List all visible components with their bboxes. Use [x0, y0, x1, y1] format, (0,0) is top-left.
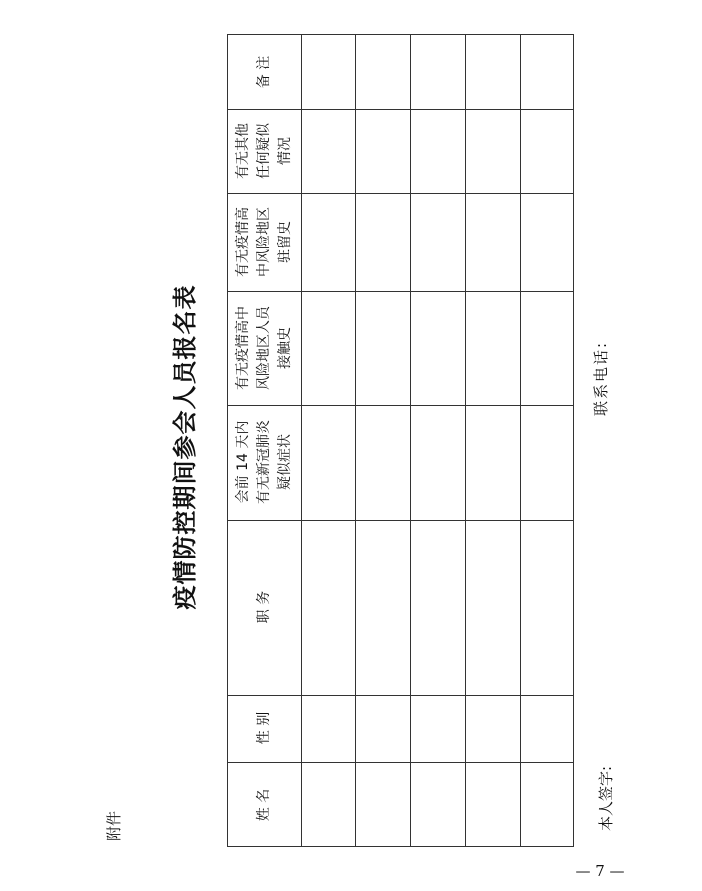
- column-divider: [355, 35, 356, 846]
- header-other-suspicious: [228, 109, 301, 193]
- header-high-risk-contact: [228, 291, 301, 405]
- column-divider: [520, 35, 521, 846]
- header-line: 有无疫情高中: [235, 306, 251, 390]
- page-number: — 7 —: [575, 862, 625, 880]
- header-line: 会前 14 天内: [235, 420, 251, 504]
- attachment-label: 附件: [105, 811, 123, 842]
- signature-label: 本人签字:: [597, 765, 615, 831]
- header-line: 性 别: [256, 711, 272, 745]
- header-line: 任何疑似: [256, 123, 272, 179]
- header-remarks: [228, 35, 301, 109]
- header-position: [228, 520, 301, 695]
- header-line: 职 务: [256, 590, 272, 624]
- header-line: 姓 名: [256, 788, 272, 822]
- phone-label: 联系电话:: [592, 340, 610, 416]
- header-symptoms: [228, 405, 301, 520]
- header-line: 有无疫情高: [235, 207, 251, 277]
- header-line: 有无其他: [235, 123, 251, 179]
- header-line: 风险地区人员: [256, 306, 272, 390]
- header-name: [228, 762, 301, 848]
- column-divider: [465, 35, 466, 846]
- column-divider: [410, 35, 411, 846]
- column-divider: [301, 35, 302, 846]
- header-line: 驻留史: [277, 221, 293, 263]
- form-title: 疫情防控期间参会人员报名表: [170, 284, 199, 610]
- header-high-risk-stay: [228, 193, 301, 291]
- header-line: 有无新冠肺炎: [256, 420, 272, 504]
- header-line: 接触史: [277, 327, 293, 369]
- registration-table: [227, 34, 574, 847]
- header-line: 情况: [277, 137, 293, 165]
- header-gender: [228, 695, 301, 762]
- header-line: 备 注: [256, 55, 272, 89]
- header-line: 中风险地区: [256, 207, 272, 277]
- header-line: 疑似症状: [277, 434, 293, 490]
